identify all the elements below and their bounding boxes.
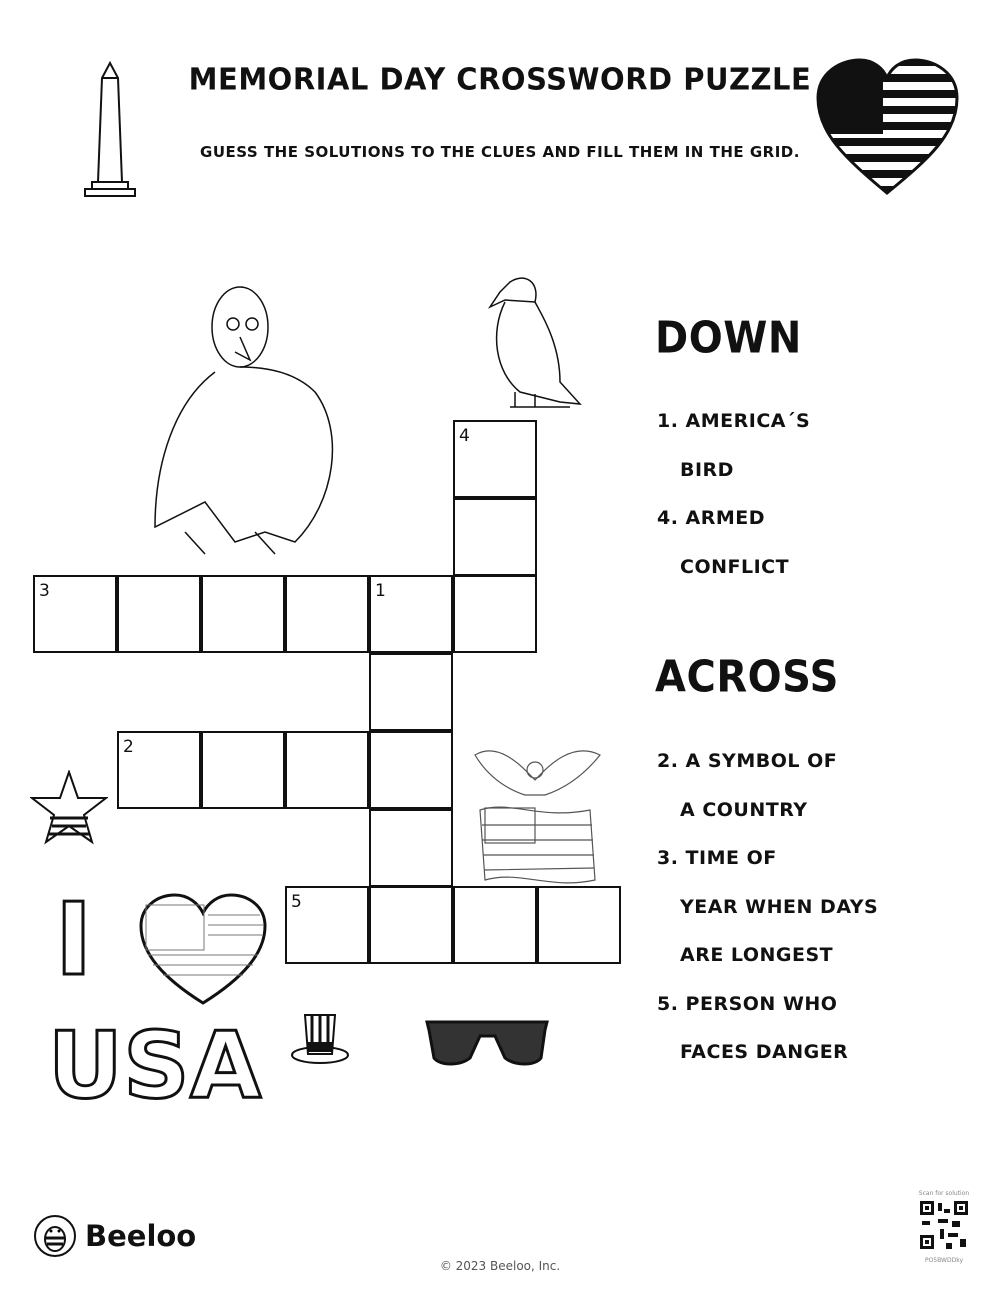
- eagle-flag-icon: [470, 740, 605, 890]
- across-heading: ACROSS: [655, 652, 839, 703]
- down-heading: DOWN: [655, 313, 802, 364]
- down-clue: 1. AMERICA´S: [657, 410, 811, 432]
- crossword-cell[interactable]: [369, 653, 453, 731]
- heart-flag-icon: [138, 893, 268, 1008]
- star-icon: [30, 770, 108, 845]
- uncle-sam-hat-icon: [290, 1010, 350, 1065]
- crossword-cell[interactable]: [33, 575, 117, 653]
- across-clue: A COUNTRY: [680, 798, 808, 821]
- crossword-cell[interactable]: [201, 731, 285, 809]
- crossword-cell[interactable]: [117, 575, 201, 653]
- crossword-cell[interactable]: [285, 731, 369, 809]
- crossword-cell[interactable]: [453, 420, 537, 498]
- instructions: GUESS THE SOLUTIONS TO THE CLUES AND FILL THEM IN THE GRID.: [200, 143, 800, 161]
- monument-icon: [80, 60, 140, 200]
- crossword-cell[interactable]: [453, 498, 537, 576]
- crossword-cell[interactable]: [369, 809, 453, 887]
- across-clue: 2. A SYMBOL OF: [657, 750, 838, 772]
- copyright: © 2023 Beeloo, Inc.: [439, 1259, 561, 1273]
- across-clue: YEAR WHEN DAYS: [680, 895, 879, 918]
- crossword-cell[interactable]: [285, 886, 369, 964]
- page-title: MEMORIAL DAY CROSSWORD PUZZLE: [188, 61, 812, 97]
- crossword-cell[interactable]: [117, 731, 201, 809]
- eagle-illustration: [145, 282, 345, 562]
- usa-text: USA: [48, 1012, 262, 1119]
- crossword-cell[interactable]: [453, 886, 537, 964]
- crossword-cell[interactable]: [369, 886, 453, 964]
- brand-name: Beeloo: [85, 1219, 197, 1253]
- down-clue: BIRD: [680, 458, 734, 481]
- across-clue: 5. PERSON WHO: [657, 992, 838, 1015]
- qr-code-icon[interactable]: [918, 1199, 970, 1251]
- across-clue: FACES DANGER: [680, 1041, 849, 1063]
- crossword-cell[interactable]: [453, 575, 537, 653]
- flag-heart-icon: [815, 58, 960, 198]
- down-clue: CONFLICT: [680, 555, 790, 578]
- crossword-cell[interactable]: [285, 575, 369, 653]
- qr-code-id: PO5BWDDky: [924, 1257, 964, 1264]
- crossword-cell[interactable]: [369, 731, 453, 809]
- down-clue: 4. ARMED: [657, 507, 766, 529]
- clue-number: 4: [459, 426, 470, 446]
- i-letter: I: [55, 881, 93, 998]
- clue-number: 5: [291, 892, 302, 913]
- clue-number: 1: [375, 581, 386, 602]
- bee-icon: [33, 1214, 77, 1258]
- crossword-cell[interactable]: [537, 886, 621, 964]
- clue-number: 3: [39, 581, 50, 602]
- across-clue: ARE LONGEST: [680, 944, 834, 966]
- crossword-cell[interactable]: [201, 575, 285, 653]
- crossword-cell[interactable]: [369, 575, 453, 653]
- across-clue: 3. TIME OF: [657, 847, 777, 869]
- qr-block: [915, 1190, 973, 1264]
- beeloo-logo: [33, 1214, 196, 1258]
- clue-number: 2: [123, 736, 134, 757]
- bald-eagle-icon: [480, 272, 590, 412]
- flag-sunglasses-icon: [425, 1018, 550, 1068]
- qr-label: Scan for solution: [918, 1190, 970, 1197]
